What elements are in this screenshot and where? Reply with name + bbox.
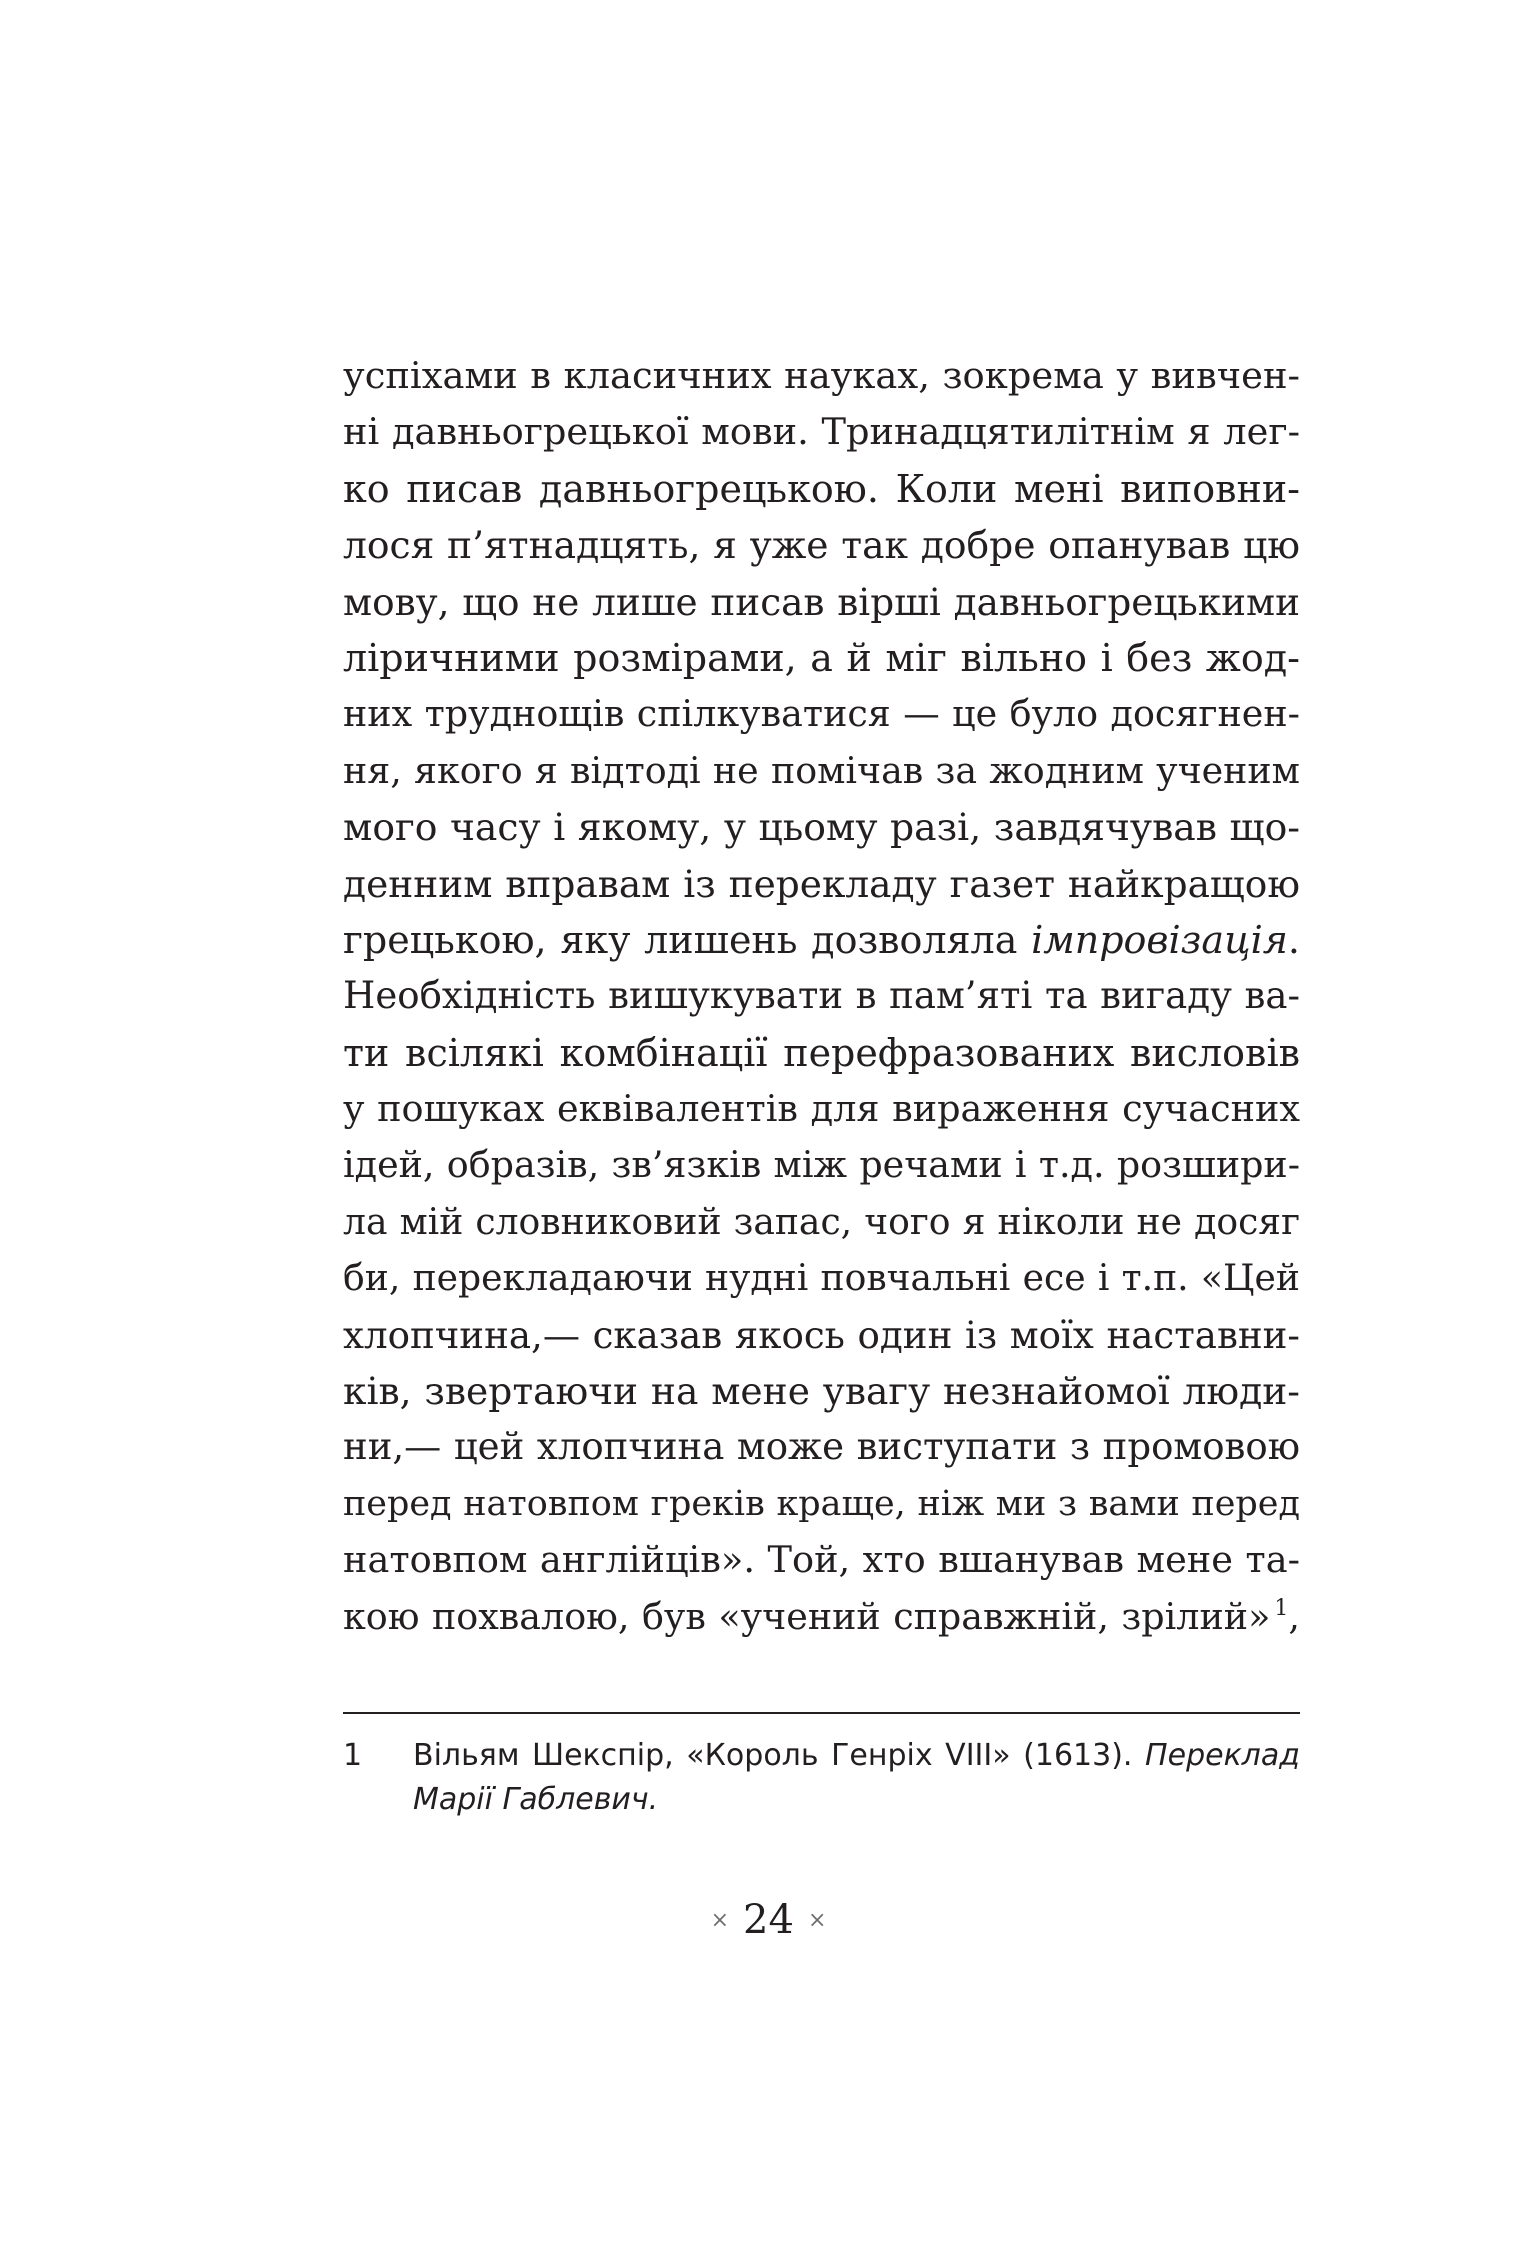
text-line: ла мій словниковий запас, чого я ніколи не досяг bbox=[343, 1199, 1300, 1243]
footnote bbox=[343, 1734, 1300, 1822]
footnote-text bbox=[413, 1734, 1300, 1822]
text-line: у пошуках еквівалентів для вираження сучасних bbox=[343, 1087, 1300, 1131]
page-number-value: 24 bbox=[743, 1897, 794, 1943]
text-line: лося п’ятнадцять, я уже так добре опанував цю bbox=[343, 523, 1300, 568]
text-line: них труднощів спілкуватися — це було досягнен- bbox=[343, 692, 1300, 736]
text-line: ні давньогрецької мови. Тринадцятилітнім я лег- bbox=[343, 410, 1300, 454]
text-line: ко писав давньогрецькою. Коли мені виповни- bbox=[343, 466, 1300, 511]
text-line: перед натовпом греків краще, ніж ми з вами перед bbox=[343, 1483, 1300, 1524]
text-line: мову, що не лише писав вірші давньогрецькими bbox=[343, 579, 1300, 624]
text-line-last bbox=[343, 1589, 1300, 1645]
footnote-divider bbox=[343, 1712, 1300, 1714]
text-line: ни,— цей хлопчина може виступати з промовою bbox=[343, 1425, 1300, 1469]
text-line: денним вправам із перекладу газет найкращою bbox=[343, 861, 1300, 906]
footnote-line bbox=[413, 1734, 1300, 1778]
footnote-line: Марії Габлевич. bbox=[413, 1782, 659, 1817]
text-line: мого часу і якому, у цьому разі, завдячував що- bbox=[343, 805, 1300, 850]
text-fragment: . bbox=[1287, 917, 1300, 962]
text-line: би, перекладаючи нудні повчальні есе і т.п. «Цей bbox=[343, 1256, 1300, 1300]
footnote-translator-note: Переклад bbox=[1145, 1738, 1300, 1773]
footnote-number: 1 bbox=[343, 1738, 363, 1773]
text-line: ліричними розмірами, а й міг вільно і без жод- bbox=[343, 635, 1300, 680]
main-text bbox=[343, 348, 1300, 1645]
text-line: ідей, образів, зв’язків між речами і т.д. розшири- bbox=[343, 1143, 1300, 1187]
footnote-citation: Вільям Шекспір, «Король Генріх VIII» (1613). bbox=[413, 1738, 1133, 1773]
text-fragment: грецькою, яку лишень дозволяла bbox=[343, 917, 1018, 962]
text-line: хлопчина,— сказав якось один із моїх наставни- bbox=[343, 1312, 1300, 1357]
ornament-left-icon: × bbox=[710, 1908, 730, 1933]
text-fragment: кою похвалою, був «учений справжній, зрілий» bbox=[343, 1594, 1271, 1638]
text-line: успіхами в класичних науках, зокрема у вивчен- bbox=[343, 354, 1300, 397]
text-line: ків, звертаючи на мене увагу незнайомої люди- bbox=[343, 1369, 1300, 1414]
text-line: ня, якого я відтоді не помічав за жодним ученим bbox=[343, 748, 1300, 792]
italic-term: імпровізація bbox=[1031, 917, 1288, 962]
text-fragment: , bbox=[1288, 1594, 1300, 1638]
text-line: Необхідність вишукувати в пам’яті та вигаду ва- bbox=[343, 974, 1300, 1018]
page-number bbox=[0, 1895, 1537, 1946]
ornament-right-icon: × bbox=[807, 1908, 827, 1933]
text-line-with-italic bbox=[343, 912, 1300, 968]
text-line: ти всілякі комбінації перефразованих висловів bbox=[343, 1030, 1300, 1075]
text-line: натовпом англійців». Той, хто вшанував мене та- bbox=[343, 1538, 1300, 1582]
footnote-reference[interactable]: 1 bbox=[1274, 1595, 1289, 1621]
